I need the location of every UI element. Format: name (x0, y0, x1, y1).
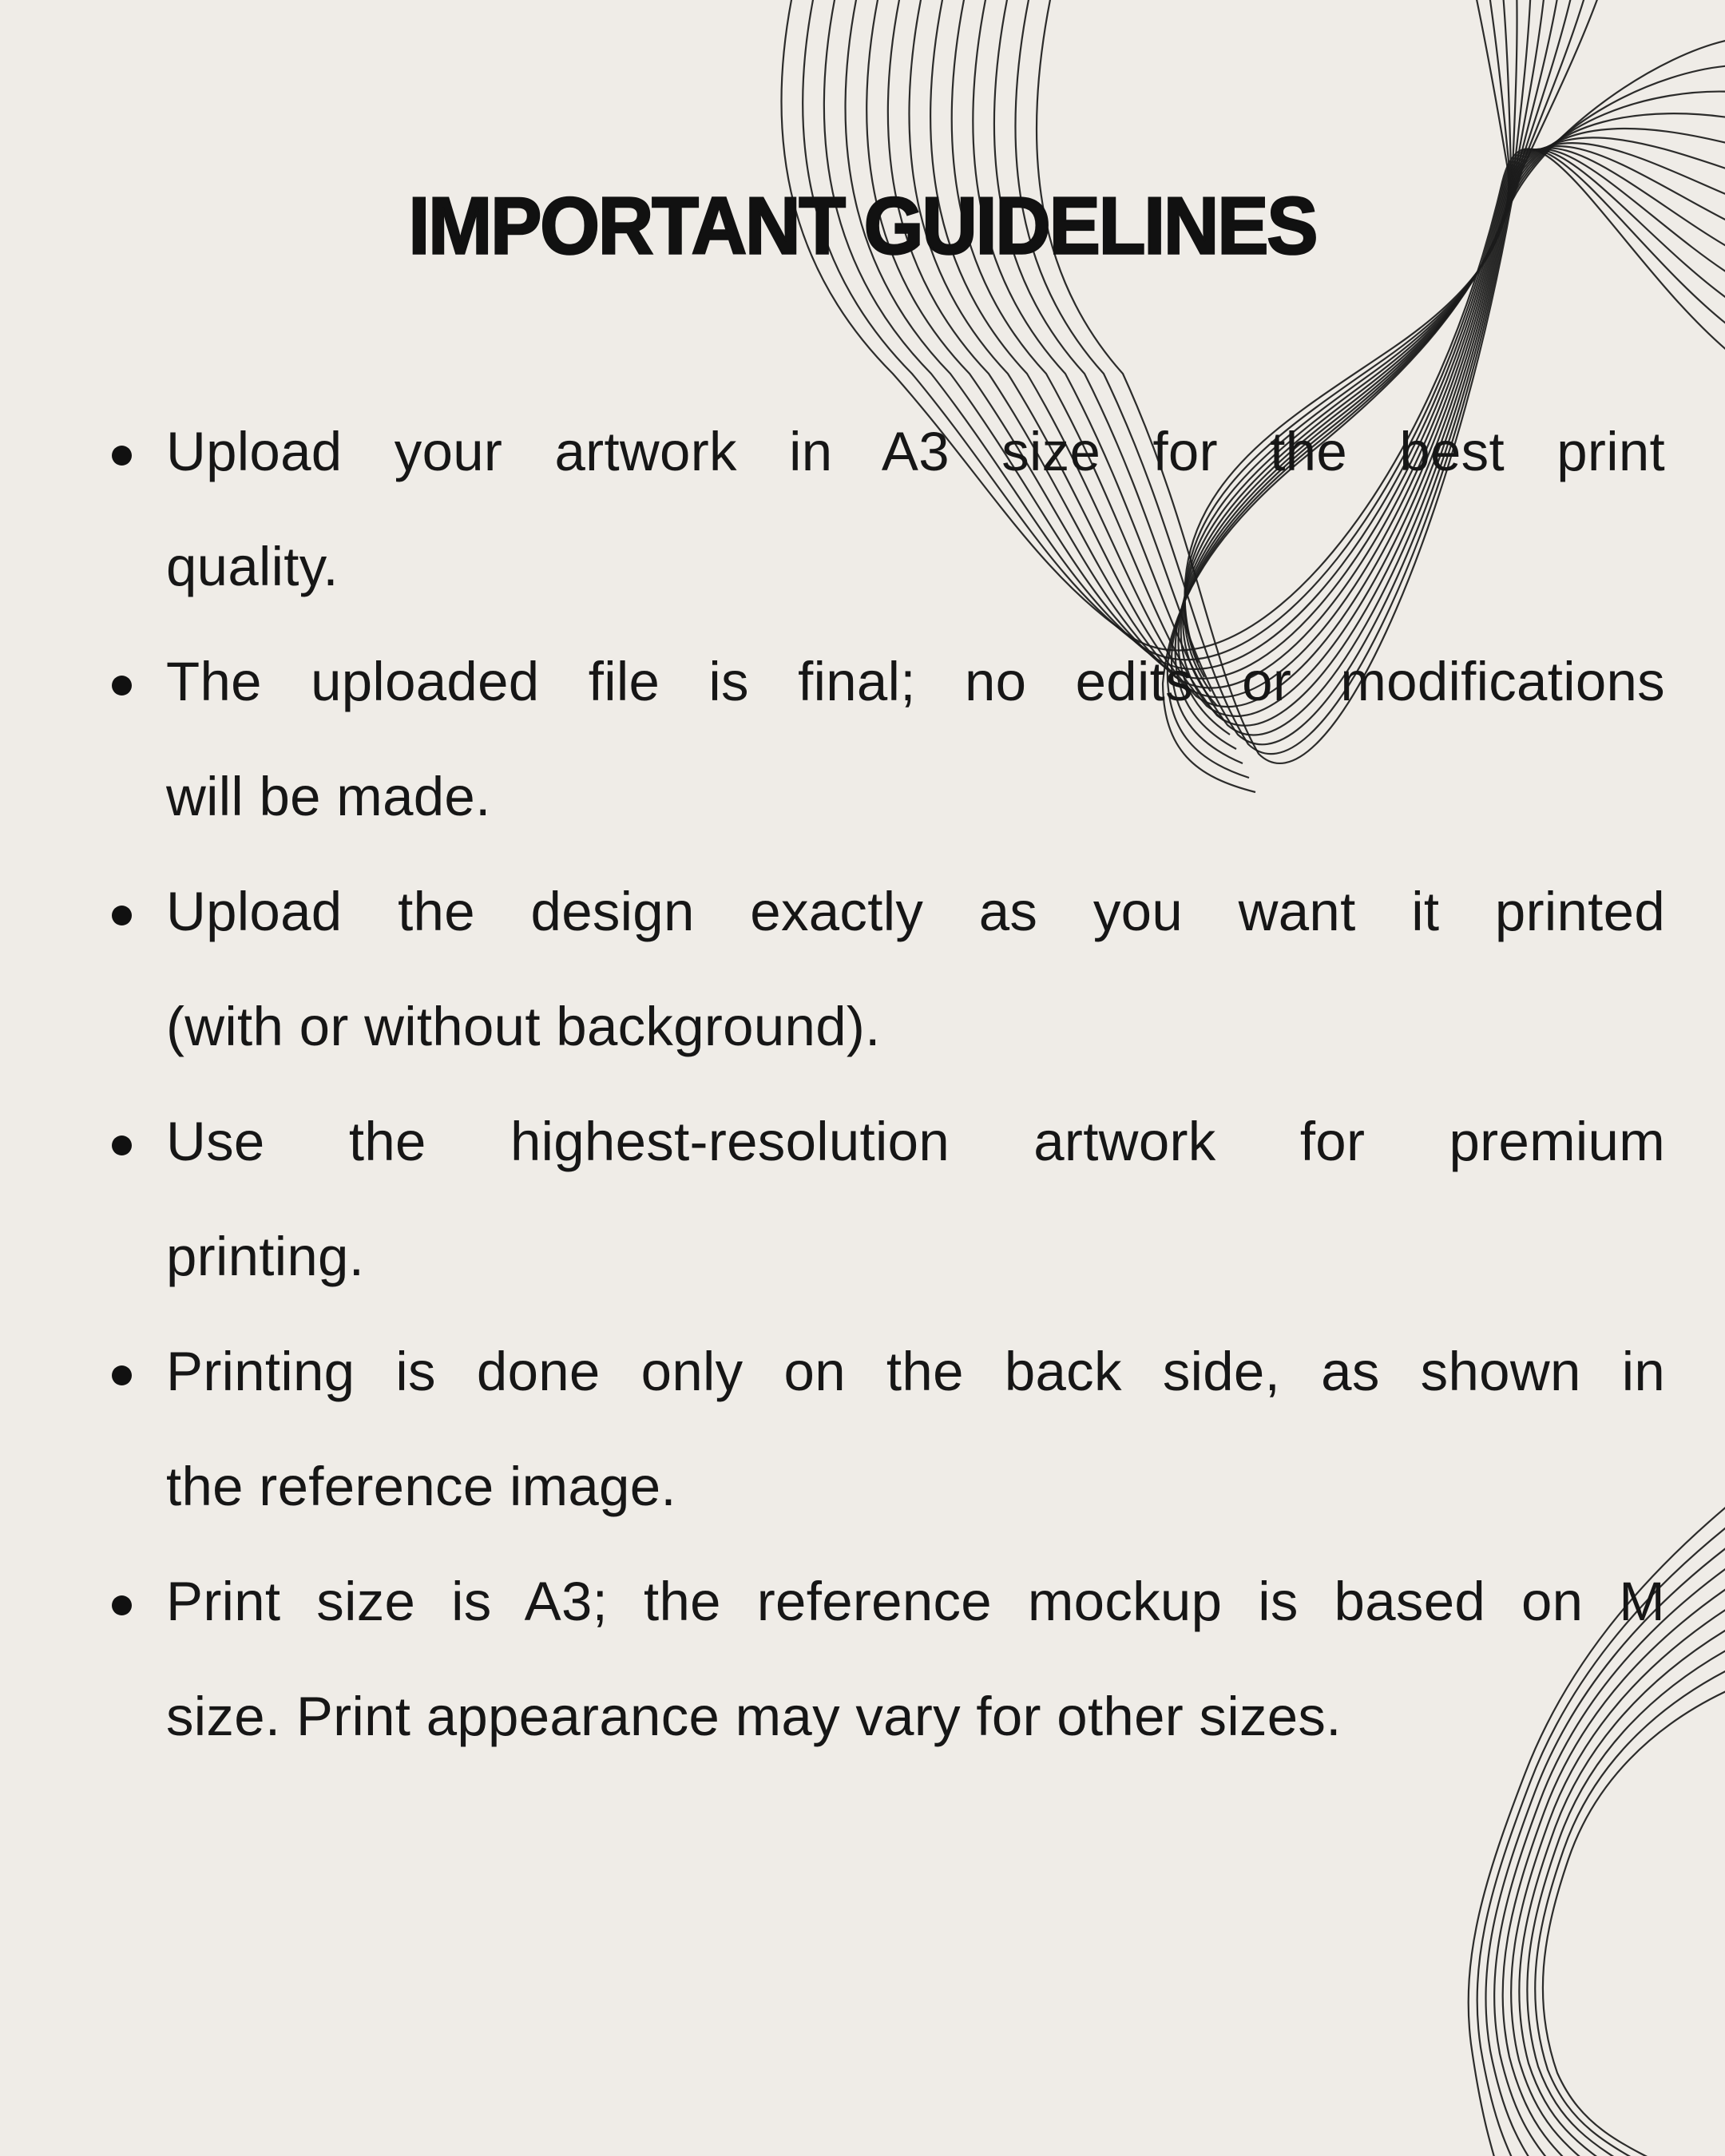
guidelines-list (112, 394, 1665, 1774)
list-item (112, 1314, 1665, 1544)
guideline-text: (with or without background). (166, 996, 881, 1057)
bullet-icon (112, 676, 132, 696)
guideline-text: the reference image. (166, 1456, 676, 1517)
guideline-text: Upload the design exactly as you want it printed (166, 881, 1665, 942)
bullet-icon (112, 1365, 132, 1385)
guideline-text: The uploaded file is final; no edits or modifications (166, 651, 1665, 712)
list-item (112, 1084, 1665, 1314)
list-item (112, 854, 1665, 1084)
guideline-text: Printing is done only on the back side, as shown in (166, 1341, 1665, 1402)
page-title: IMPORTANT GUIDELINES (408, 181, 1317, 271)
guideline-text: Upload your artwork in A3 size for the best print (166, 421, 1665, 482)
list-item (112, 1544, 1665, 1774)
bullet-icon (112, 446, 132, 466)
guideline-text: Print size is A3; the reference mockup is based on M (166, 1571, 1665, 1632)
guideline-text: size. Print appearance may vary for other sizes. (166, 1686, 1342, 1747)
guideline-text: quality. (166, 536, 339, 597)
bullet-icon (112, 906, 132, 925)
guideline-text: will be made. (166, 766, 491, 827)
list-item (112, 624, 1665, 854)
bullet-icon (112, 1135, 132, 1155)
guideline-text: Use the highest-resolution artwork for premium (166, 1111, 1665, 1172)
guideline-text: printing. (166, 1226, 365, 1287)
list-item (112, 394, 1665, 624)
bullet-icon (112, 1595, 132, 1615)
